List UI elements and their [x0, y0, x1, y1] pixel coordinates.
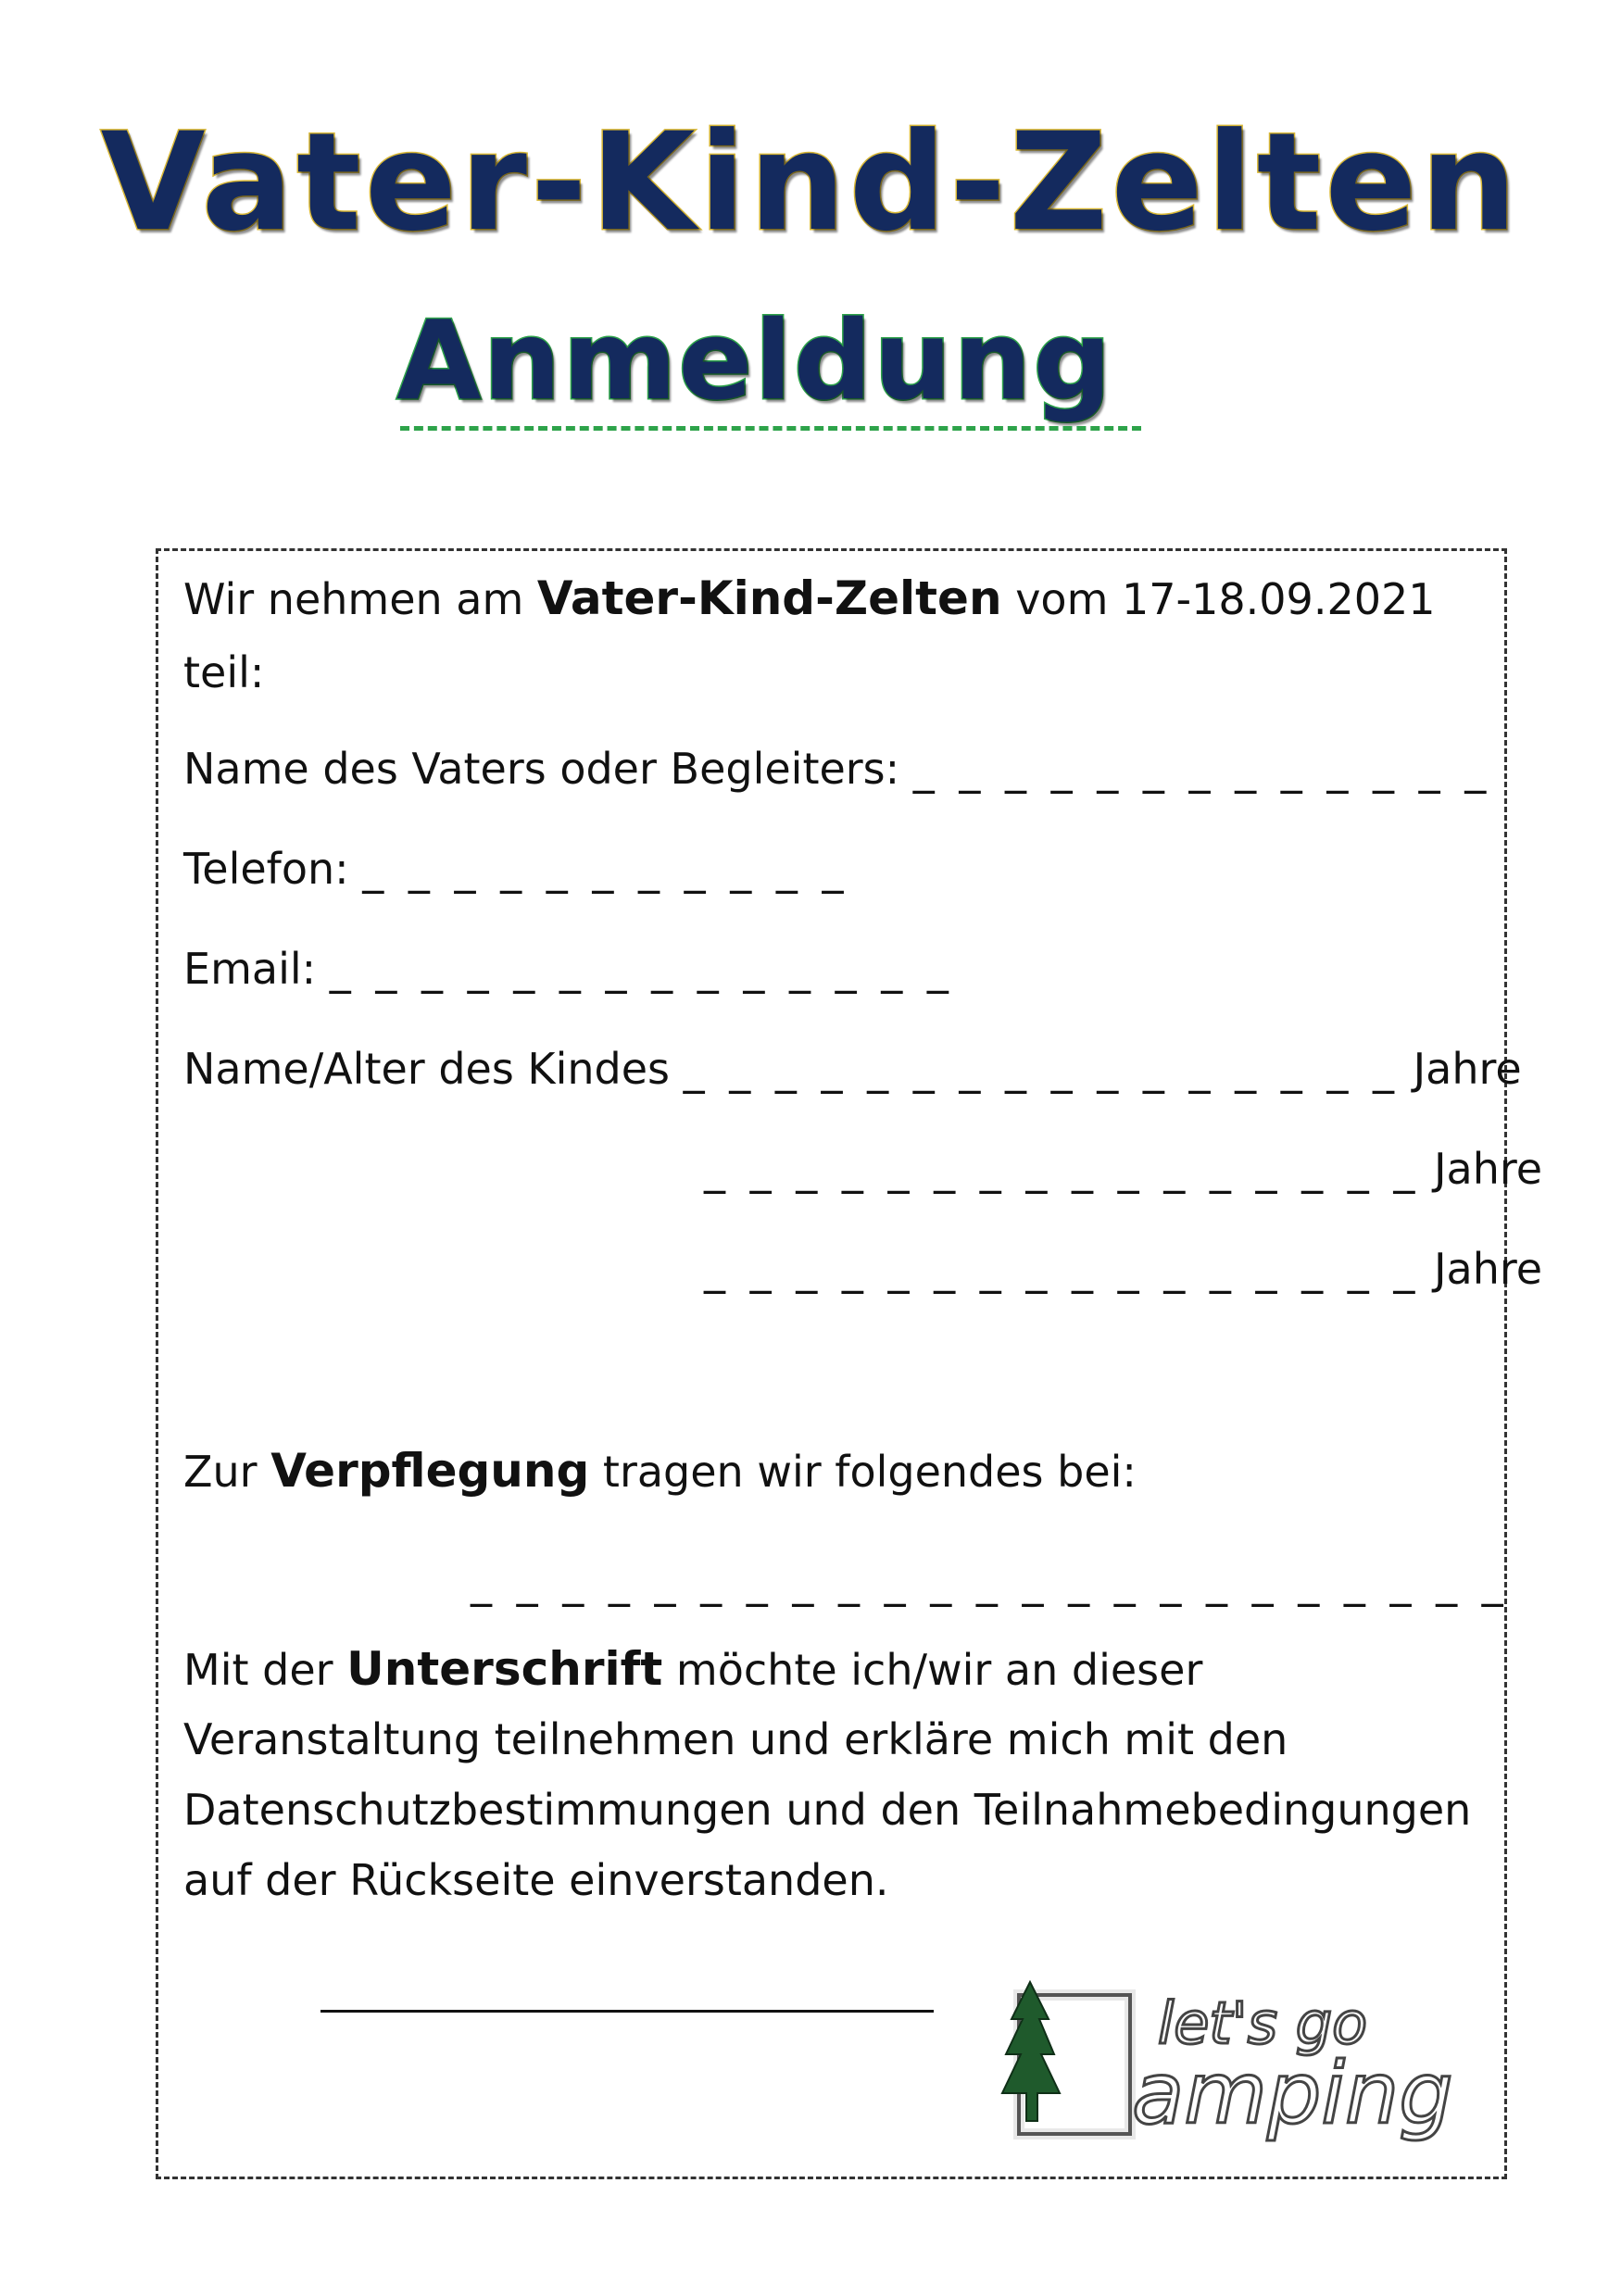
phone-row: [183, 843, 849, 895]
child-2-years-label: Jahre: [1433, 1144, 1543, 1194]
intro-line-2: teil:: [183, 647, 265, 697]
consent-line-2: Veranstaltung teilnehmen und erkläre mich mit den: [183, 1714, 1288, 1764]
food-suffix: tragen wir folgendes bei:: [589, 1447, 1137, 1497]
intro-event-name: Vater-Kind-Zelten: [536, 571, 1002, 625]
consent-line-1: [183, 1643, 1202, 1696]
child-label: Name/Alter des Kindes: [183, 1044, 684, 1094]
intro-line: [183, 572, 1436, 625]
page-subtitle: Anmeldung: [396, 296, 1113, 424]
child-row-2: [704, 1143, 1542, 1195]
signature-line[interactable]: [320, 2010, 934, 2013]
child-3-field[interactable]: _ _ _ _ _ _ _ _ _ _ _ _ _ _ _ _: [704, 1244, 1421, 1294]
phone-label: Telefon:: [183, 844, 363, 894]
logo-text-2: amping: [1132, 2044, 1453, 2143]
child-row-3: [704, 1243, 1542, 1295]
tree-frame-icon: [1002, 1982, 1130, 2134]
child-1-field[interactable]: _ _ _ _ _ _ _ _ _ _ _ _ _ _ _ _: [683, 1044, 1400, 1094]
consent-line-4: auf der Rückseite einverstanden.: [183, 1855, 889, 1905]
food-row: [183, 1445, 1137, 1498]
father-name-field[interactable]: _ _ _ _ _ _ _ _ _ _ _ _ _: [912, 744, 1492, 794]
logo-text-1: let's go: [1158, 1989, 1368, 2057]
food-field[interactable]: _ _ _ _ _ _ _ _ _ _ _ _ _ _ _ _ _ _ _ _ _ _ _: [471, 1557, 1509, 1607]
child-3-years-label: Jahre: [1433, 1244, 1543, 1294]
email-row: [183, 943, 954, 995]
child-1-years-label: Jahre: [1413, 1044, 1522, 1094]
father-name-row: [183, 743, 1491, 795]
page-title: Vater-Kind-Zelten: [100, 104, 1521, 261]
camping-logo: [993, 1964, 1475, 2149]
subtitle-underline: [400, 426, 1141, 431]
email-field[interactable]: _ _ _ _ _ _ _ _ _ _ _ _ _ _: [329, 944, 954, 994]
food-emphasis: Verpflegung: [270, 1444, 590, 1498]
child-2-field[interactable]: _ _ _ _ _ _ _ _ _ _ _ _ _ _ _ _: [704, 1144, 1421, 1194]
email-label: Email:: [183, 944, 330, 994]
child-row-1: [183, 1043, 1522, 1095]
consent-emphasis: Unterschrift: [346, 1642, 663, 1696]
father-name-label: Name des Vaters oder Begleiters:: [183, 744, 913, 794]
consent-prefix: Mit der: [183, 1645, 347, 1695]
intro-prefix: Wir nehmen am: [183, 574, 537, 624]
consent-suffix: möchte ich/wir an dieser: [662, 1645, 1203, 1695]
food-field-row: [471, 1556, 1509, 1608]
consent-line-3: Datenschutzbestimmungen und den Teilnahmebedingungen: [183, 1785, 1472, 1835]
intro-date: vom 17-18.09.2021: [1001, 574, 1436, 624]
phone-field[interactable]: _ _ _ _ _ _ _ _ _ _ _: [362, 844, 849, 894]
food-prefix: Zur: [183, 1447, 271, 1497]
